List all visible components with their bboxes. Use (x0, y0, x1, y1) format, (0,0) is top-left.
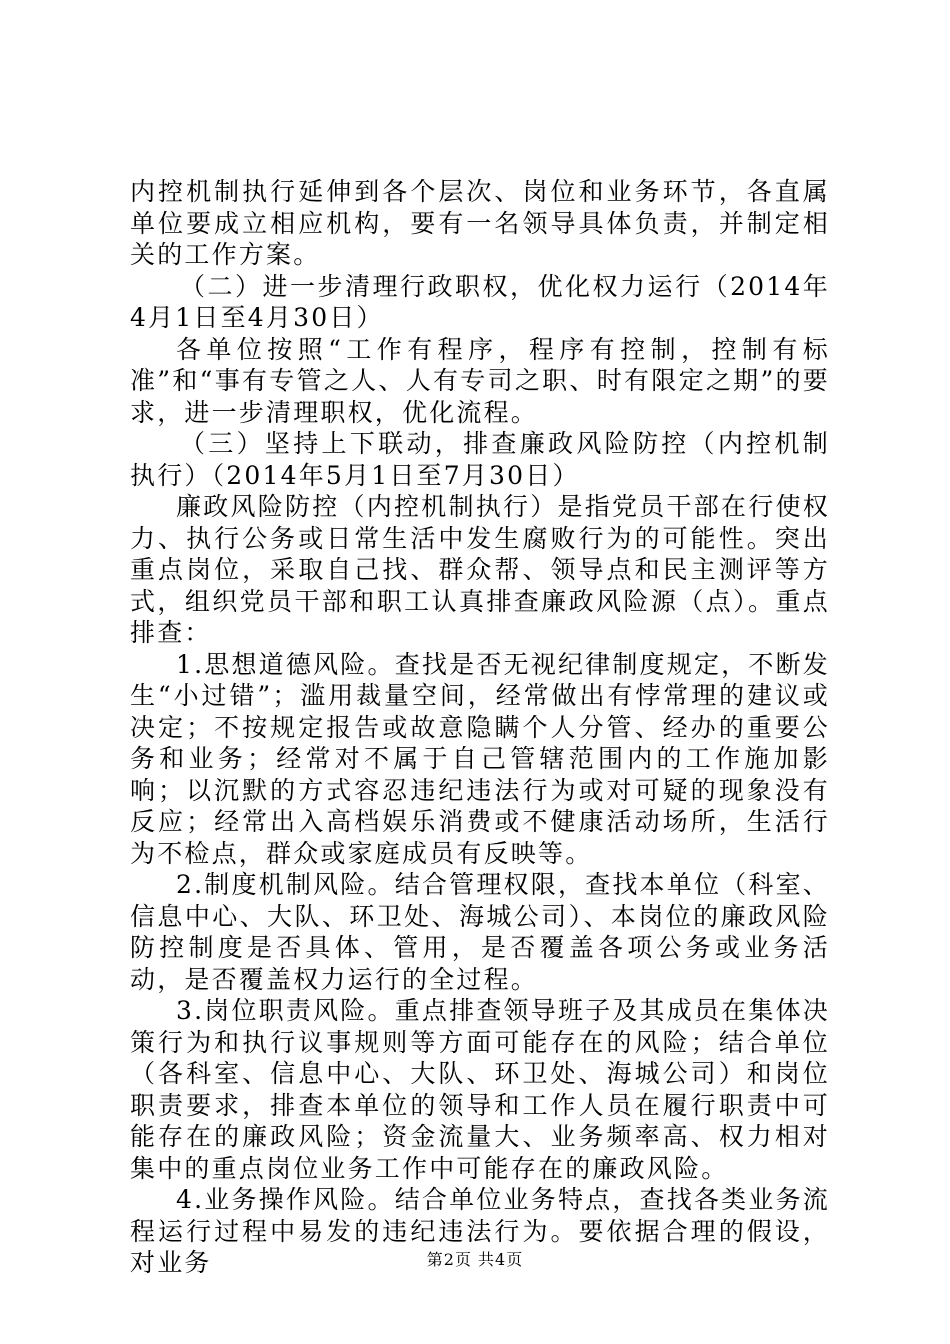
paragraph-3: 廉政风险防控（内控机制执行）是指党员干部在行使权力、执行公务或日常生活中发生腐败行为的可能性。突出重点岗位，采取自己找、群众帮、领导点和民主测评等方式，组织党员干部和职工认真排查廉政风险源（点）。重点排查： (130, 492, 830, 647)
list-item-1: 1.思想道德风险。查找是否无视纪律制度规定，不断发生“小过错”；滥用裁量空间，经常做出有悖常理的建议或决定；不按规定报告或故意隐瞒个人分管、经办的重要公务和业务；经常对不属于自己管辖范围内的工作施加影响；以沉默的方式容忍违纪违法行为或对可疑的现象没有反应；经常出入高档娱乐消费或不健康活动场所，生活行为不检点，群众或家庭成员有反映等。 (130, 649, 830, 868)
paragraph-1: 内控机制执行延伸到各个层次、岗位和业务环节，各直属单位要成立相应机构，要有一名领导具体负责，并制定相关的工作方案。 (130, 177, 830, 269)
document-body (130, 176, 830, 1279)
list-item-3: 3.岗位职责风险。重点排查领导班子及其成员在集体决策行为和执行议事规则等方面可能存在的风险；结合单位（各科室、信息中心、大队、环卫处、海城公司）和岗位职责要求，排查本单位的领导和工作人员在履行职责中可能存在的廉政风险；资金流量大、业务频率高、权力相对集中的重点岗位业务工作中可能存在的廉政风险。 (130, 996, 830, 1183)
list-item-2: 2.制度机制风险。结合管理权限，查找本单位（科室、信息中心、大队、环卫处、海城公司）、本岗位的廉政风险防控制度是否具体、管用，是否覆盖各项公务或业务活动，是否覆盖权力运行的全过程。 (130, 870, 830, 994)
section-heading-2: （二）进一步清理行政职权，优化权力运行（2014年4月1日至4月30日） (130, 271, 830, 332)
section-heading-3: （三）坚持上下联动，排查廉政风险防控（内控机制执行）（2014年5月1日至7月30日） (130, 429, 830, 490)
paragraph-2: 各单位按照“工作有程序，程序有控制，控制有标准”和“事有专管之人、人有专司之职、时有限定之期”的要求，进一步清理职权，优化流程。 (130, 334, 830, 427)
page-number-footer: 第2页 共4页 (426, 1250, 524, 1269)
list-item-4: 4.业务操作风险。结合单位业务特点，查找各类业务流程运行过程中易发的违纪违法行为。要依据合理的假设，对业务 (130, 1185, 830, 1277)
